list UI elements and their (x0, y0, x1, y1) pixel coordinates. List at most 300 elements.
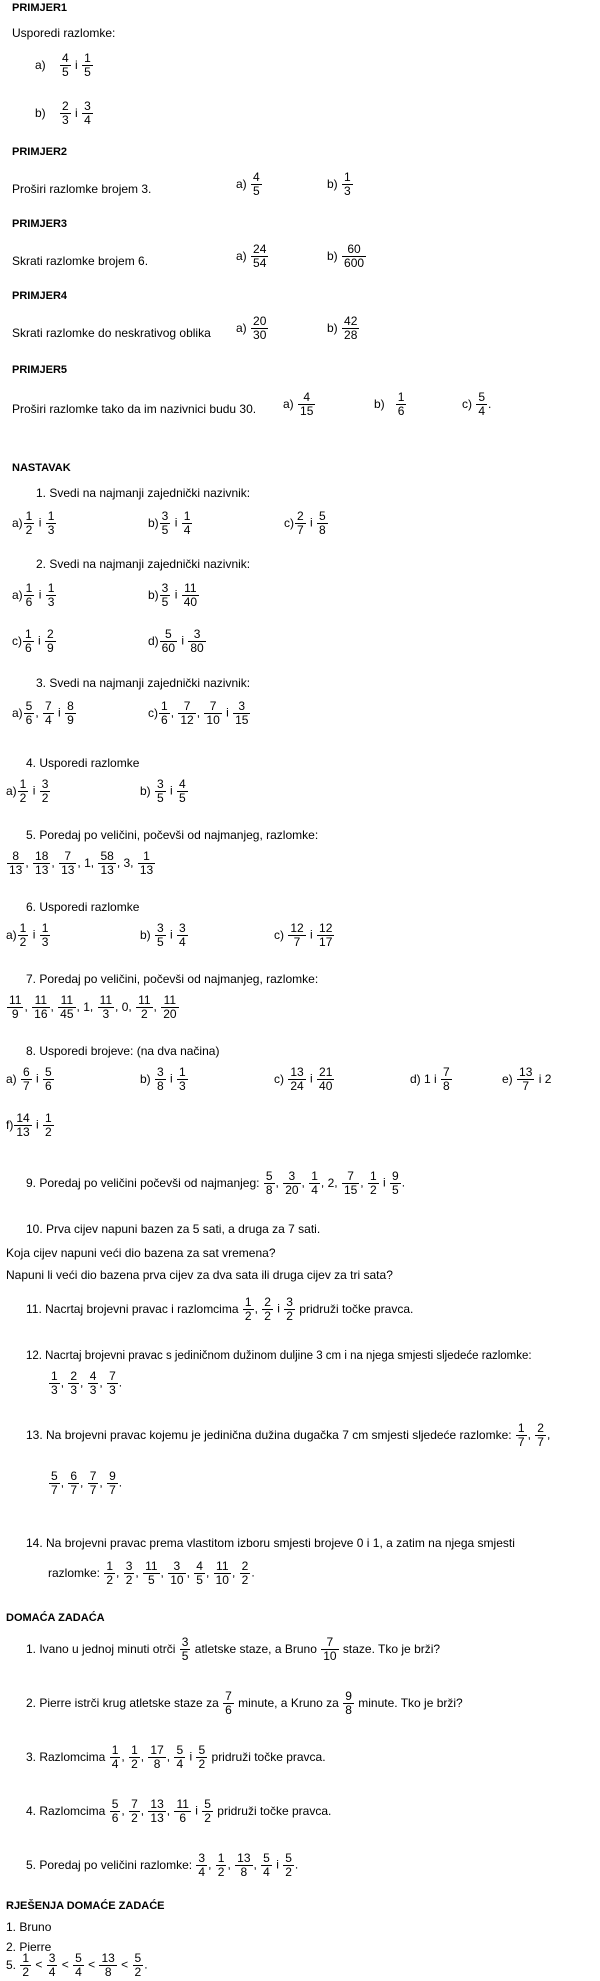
numerator: 7 (64, 849, 72, 863)
inline-text: minute. Tko je brži? (358, 1696, 463, 1711)
denominator: 30 (253, 327, 267, 342)
denominator: 2 (285, 1864, 292, 1879)
fraction (104, 1560, 115, 1586)
denominator: 3 (62, 112, 69, 127)
numerator: 5 (263, 1851, 270, 1865)
inline-text: 5. Poredaj po veličini razlomke: (26, 1858, 193, 1873)
fraction (342, 315, 359, 341)
denominator: 7 (288, 935, 305, 949)
primjer4-b (327, 315, 360, 341)
fraction (174, 1744, 185, 1770)
inline-text: 4. Razlomcima (26, 1804, 106, 1819)
primjer2-heading: PRIMJER2 (12, 146, 68, 158)
denominator: 2 (131, 1810, 138, 1825)
fraction (155, 778, 166, 804)
solution-1: 1. Bruno (6, 1920, 52, 1934)
denominator: 2 (369, 1182, 377, 1197)
task-1-c: c) $\frac{2}{7}$ i $\frac{5}{8}$ (284, 509, 326, 537)
denominator: 7 (23, 1078, 30, 1093)
inline-text: a) (283, 397, 294, 412)
primjer4-heading: PRIMJER4 (12, 290, 68, 302)
numerator: 2 (70, 1369, 78, 1383)
numerator: 60 (347, 242, 361, 256)
inline-text: 2 (327, 1176, 335, 1191)
inline-text: a) (12, 706, 23, 721)
rjesenja-heading: RJEŠENJA DOMAĆE ZADAĆE (6, 1900, 165, 1912)
denominator: 15 (235, 712, 249, 727)
inline-text: 11. Nacrtaj brojevni pravac i razlomcima (26, 1302, 239, 1317)
fraction (24, 510, 35, 536)
denominator: 2 (134, 1964, 142, 1979)
fraction (177, 1066, 188, 1092)
numerator: 20 (253, 314, 267, 328)
task-4: 4. Usporedi razlomke (26, 756, 140, 770)
fraction (43, 700, 54, 726)
inline-text: b) (327, 249, 338, 264)
denominator: 6 (25, 640, 32, 655)
fraction (235, 1852, 252, 1878)
denominator: 7 (517, 1434, 525, 1449)
denominator: 8 (345, 1702, 352, 1717)
denominator: 45 (60, 1006, 74, 1021)
numerator: 7 (45, 699, 52, 713)
inline-text: d) 1 i (410, 1072, 437, 1087)
fraction (516, 1422, 527, 1448)
fraction (59, 850, 76, 876)
numerator: 3 (288, 1169, 296, 1183)
denominator: 5 (179, 790, 186, 805)
denominator: 12 (180, 712, 194, 727)
fraction (136, 994, 152, 1020)
denominator: 2 (125, 1572, 133, 1587)
numerator: 11 (34, 993, 48, 1007)
fraction (88, 1470, 99, 1496)
task-8-c: c) $\frac{13}{24}$ i $\frac{21}{40}$ (274, 1065, 333, 1093)
numerator: 11 (9, 993, 22, 1007)
denominator: 24 (290, 1078, 304, 1093)
fraction (23, 628, 34, 654)
numerator: 1 (41, 921, 49, 935)
task-3-c: c) $\frac{1}{6}$ , $\frac{7}{12}$ , $\frac{7}{10}$ i $\frac{3}{15}$ (148, 699, 249, 727)
denominator: 6 (174, 1811, 190, 1825)
numerator: 13 (519, 1065, 533, 1079)
inline-text: c) (148, 706, 158, 721)
homework-4: 4. Razlomcima $\frac{5}{6}$ , $\frac{7}{2}$ , $\frac{13}{13}$ , $\frac{11}{6}$ i $\frac{5}{2}$ pridruži točke pravca. (26, 1797, 332, 1825)
primjer1-task: Usporedi razlomke: (12, 26, 116, 40)
numerator: 3 (181, 1635, 189, 1649)
inline-text: f) (6, 1118, 14, 1133)
fraction (14, 1112, 31, 1138)
fraction (251, 171, 262, 197)
denominator: 20 (163, 1006, 177, 1021)
numerator: 24 (253, 242, 267, 256)
primjer5-heading: PRIMJER5 (12, 364, 68, 376)
numerator: 7 (443, 1065, 450, 1079)
fraction (262, 1296, 273, 1322)
denominator: 2 (106, 1572, 114, 1587)
numerator: 5 (75, 1951, 82, 1965)
fraction (214, 1560, 231, 1586)
inline-text: 0 (121, 1000, 129, 1015)
fraction (196, 1744, 207, 1770)
denominator: 15 (343, 1182, 358, 1197)
task-2: 2. Svedi na najmanji zajednički nazivnik: (36, 557, 251, 571)
task-10: 10. Prva cijev napuni bazen za 5 sati, a druga za 7 sati. (26, 1222, 321, 1236)
fraction (18, 922, 29, 948)
denominator: 2 (241, 1572, 249, 1587)
denominator: 4 (45, 712, 52, 727)
denominator: 6 (25, 594, 33, 609)
primjer4-a (236, 315, 269, 341)
fraction (317, 922, 334, 948)
denominator: 7 (70, 1482, 78, 1497)
denominator: 80 (190, 640, 204, 655)
inline-text: 1 (83, 1000, 90, 1015)
nastavak-heading: NASTAVAK (12, 462, 71, 474)
fraction (342, 1170, 359, 1196)
task-10-q1: Koja cijev napuni veći dio bazena za sat vremena? (6, 1246, 276, 1260)
denominator: 3 (41, 934, 49, 949)
numerator: 1 (143, 849, 150, 863)
fraction (159, 700, 170, 726)
denominator: 28 (344, 327, 358, 342)
fraction (98, 850, 115, 876)
fraction (161, 994, 178, 1020)
inline-text: pridruži točke pravca. (217, 1804, 332, 1819)
denominator: 9 (67, 712, 74, 727)
denominator: 6 (45, 1078, 52, 1093)
numerator: 12 (290, 921, 304, 935)
numerator: 3 (198, 1851, 206, 1865)
denominator: 3 (51, 1382, 58, 1397)
denominator: 5 (157, 790, 164, 805)
task-2-c: c) $\frac{1}{6}$ i $\frac{2}{9}$ (12, 627, 54, 655)
task-8-b: b) $\frac{3}{8}$ i $\frac{1}{3}$ (140, 1065, 186, 1093)
numerator: 4 (253, 170, 260, 184)
fraction (321, 1636, 338, 1662)
fraction (133, 1952, 144, 1978)
numerator: 21 (319, 1065, 333, 1079)
inline-text: c) (284, 516, 294, 531)
denominator: 2 (204, 1810, 211, 1825)
numerator: 1 (183, 509, 191, 523)
inline-text: 3 (123, 856, 131, 871)
numerator: 5 (198, 1743, 206, 1757)
denominator: 5 (253, 183, 260, 198)
inline-text: c) (274, 928, 284, 943)
numerator: 12 (319, 921, 333, 935)
numerator: 11 (216, 1559, 229, 1573)
fraction (107, 1370, 118, 1396)
primjer4-task: Skrati razlomke do neskrativog oblika (12, 326, 211, 340)
task-8-a: a) $\frac{6}{7}$ i $\frac{5}{6}$ (6, 1065, 52, 1093)
fraction (295, 510, 306, 536)
fraction (283, 1170, 300, 1196)
denominator: 8 (157, 1078, 164, 1093)
fraction (284, 1296, 295, 1322)
numerator: 13 (237, 1851, 251, 1865)
numerator: 1 (161, 699, 168, 713)
inline-text: c) (462, 397, 472, 412)
numerator: 1 (217, 1851, 225, 1865)
fraction (202, 1798, 213, 1824)
fraction (233, 700, 250, 726)
numerator: 5 (45, 1065, 52, 1079)
fraction (368, 1170, 379, 1196)
denominator: 4 (478, 403, 486, 418)
inline-text: 9. Poredaj po veličini počevši od najmanjeg: (26, 1176, 260, 1191)
numerator: 5 (204, 1797, 211, 1811)
fraction (129, 1744, 140, 1770)
denominator: 9 (7, 1007, 23, 1021)
denominator: 10 (206, 712, 220, 727)
fraction (33, 850, 50, 876)
homework-2 (26, 1690, 463, 1716)
numerator: 1 (47, 509, 55, 523)
primjer3-task: Skrati razlomke brojem 6. (12, 254, 149, 268)
fraction (283, 1852, 294, 1878)
numerator: 11 (145, 1559, 158, 1573)
denominator: 6 (397, 403, 405, 418)
numerator: 7 (89, 1469, 97, 1483)
fraction (251, 243, 268, 269)
denominator: 5 (392, 1182, 399, 1197)
denominator: 8 (148, 1757, 165, 1771)
task-1-a: a) $\frac{1}{2}$ i $\frac{1}{3}$ (12, 509, 55, 537)
denominator: 8 (235, 1865, 252, 1879)
numerator: 4 (89, 1369, 97, 1383)
fraction (343, 1690, 354, 1716)
denominator: 2 (19, 934, 27, 949)
fraction (73, 1952, 84, 1978)
fraction (129, 1798, 140, 1824)
numerator: 2 (241, 1559, 249, 1573)
fraction (7, 994, 23, 1020)
denominator: 7 (89, 1482, 97, 1497)
task-11: 11. Nacrtaj brojevni pravac i razlomcima $\frac{1}{2}$ , $\frac{2}{2}$ i $\frac{3}{2}$ pridruži točke pravca. (26, 1295, 414, 1323)
numerator: 1 (369, 1169, 377, 1183)
fraction (342, 171, 353, 197)
numerator: 5 (51, 1469, 58, 1483)
solution-5: 5. $\frac{1}{2}$ < $\frac{3}{4}$ < $\frac{5}{4}$ < $\frac{13}{8}$ < $\frac{5}{2}$ . (6, 1951, 148, 1979)
fraction (177, 778, 188, 804)
numerator: 2 (537, 1421, 544, 1435)
denominator: 13 (100, 862, 114, 877)
denominator: 2 (264, 1308, 271, 1323)
inline-text: i (75, 58, 78, 73)
denominator: 10 (170, 1572, 184, 1587)
numerator: 17 (150, 1743, 164, 1757)
numerator: 7 (225, 1689, 232, 1703)
numerator: 1 (111, 1743, 119, 1757)
denominator: 2 (45, 1124, 52, 1139)
fraction (98, 994, 114, 1020)
numerator: 8 (12, 849, 20, 863)
denominator: 13 (16, 1124, 30, 1139)
fraction (46, 510, 57, 536)
numerator: 1 (397, 390, 405, 404)
denominator: 4 (111, 1756, 119, 1771)
numerator: 1 (311, 1169, 318, 1183)
primjer5-c (462, 391, 491, 417)
denominator: 3 (98, 1007, 114, 1021)
inline-text: . (488, 397, 492, 412)
denominator: 7 (109, 1482, 116, 1497)
numerator: 3 (238, 699, 246, 713)
homework-5: 5. Poredaj po veličini razlomke: $\frac{3}{4}$ , $\frac{1}{2}$ , $\frac{13}{8}$ , $\frac{5}{4}$ i $\frac{5}{2}$ . (26, 1851, 299, 1879)
numerator: 14 (16, 1111, 30, 1125)
fraction (390, 1170, 401, 1196)
numerator: 7 (326, 1635, 334, 1649)
inline-text: i (75, 106, 78, 121)
inline-text: a) (236, 321, 247, 336)
inline-text: a) (12, 516, 23, 531)
numerator: 1 (517, 1421, 525, 1435)
numerator: 3 (84, 99, 91, 113)
inline-text: e) (502, 1072, 513, 1087)
denominator: 17 (319, 934, 333, 949)
denominator: 3 (47, 594, 55, 609)
inline-text: a) (236, 249, 247, 264)
numerator: 3 (286, 1295, 293, 1309)
fraction (174, 1798, 190, 1824)
numerator: 58 (100, 849, 114, 863)
fraction (18, 778, 29, 804)
fraction (60, 52, 71, 78)
inline-text: b) (35, 106, 46, 121)
fraction (155, 1066, 166, 1092)
task-8-d (410, 1066, 453, 1092)
task-3: 3. Svedi na najmanji zajednički nazivnik: (36, 676, 251, 690)
numerator: 5 (165, 627, 172, 641)
inline-text: pridruži točke pravca. (211, 1750, 326, 1765)
solution-2: 2. Pierre (6, 1940, 52, 1954)
fraction (49, 1370, 60, 1396)
fraction (309, 1170, 320, 1196)
fraction (60, 100, 71, 126)
fraction (24, 582, 35, 608)
inline-text: a) (12, 588, 23, 603)
task-6-b: b) $\frac{3}{5}$ i $\frac{3}{4}$ (140, 921, 186, 949)
denominator: 4 (84, 112, 91, 127)
inline-text: a) (6, 784, 17, 799)
fraction (182, 510, 193, 536)
task-8-e (502, 1066, 551, 1092)
denominator: 7 (297, 522, 304, 537)
numerator: 3 (193, 627, 201, 641)
denominator: 4 (75, 1964, 82, 1979)
primjer5-task: Proširi razlomke tako da im nazivnici budu 30. (12, 402, 257, 416)
denominator: 8 (319, 522, 326, 537)
denominator: 5 (62, 64, 69, 79)
denominator: 6 (25, 712, 33, 727)
denominator: 4 (183, 522, 191, 537)
task-5: 5. Poredaj po veličini, počevši od najmanjeg, razlomke: (26, 828, 319, 842)
fraction (177, 922, 188, 948)
fraction (107, 1470, 118, 1496)
denominator: 4 (176, 1756, 184, 1771)
numerator: 1 (84, 51, 91, 65)
fraction (476, 391, 487, 417)
numerator: 1 (131, 1743, 138, 1757)
task-7-fractions: $\frac{11}{9}$ , $\frac{11}{16}$ , $\frac{11}{45}$ , 1, $\frac{11}{3}$ , 0, $\frac{11}{2}$ , $\frac{11}{20}$ (9, 993, 177, 1021)
denominator: 8 (265, 1182, 273, 1197)
numerator: 8 (67, 699, 74, 713)
inline-text: d) (148, 634, 159, 649)
denominator: 3 (47, 522, 55, 537)
denominator: 2 (244, 1308, 252, 1323)
inline-text: a) (35, 58, 46, 73)
fraction (178, 700, 195, 726)
numerator: 3 (179, 921, 186, 935)
denominator: 2 (41, 790, 49, 805)
fraction (99, 1952, 116, 1978)
inline-text: minute, a Kruno za (238, 1696, 339, 1711)
denominator: 60 (161, 640, 176, 655)
denominator: 2 (25, 522, 33, 537)
inline-text: pridruži točke pravca. (299, 1302, 414, 1317)
numerator: 1 (25, 581, 33, 595)
primjer2-a (236, 171, 263, 197)
fraction (148, 1798, 165, 1824)
primjer3-b (327, 243, 367, 269)
fraction (82, 52, 93, 78)
numerator: 13 (290, 1065, 304, 1079)
inline-text: b) (374, 397, 385, 412)
task-12: 12. Nacrtaj brojevni pravac s jediničnom dužinom duljine 3 cm i na njega smjesti sljedeće razlomke: (26, 1350, 532, 1362)
fraction (7, 850, 24, 876)
fraction (317, 510, 328, 536)
inline-text: atletske staze, a Bruno (194, 1642, 317, 1657)
fraction (196, 1852, 207, 1878)
inline-text: c) (274, 1072, 284, 1087)
denominator: 5 (157, 934, 164, 949)
homework-3: 3. Razlomcima $\frac{1}{4}$ , $\frac{1}{2}$ , $\frac{17}{8}$ , $\frac{5}{4}$ i $\frac{5}{2}$ pridruži točke pravca. (26, 1743, 326, 1771)
numerator: 11 (163, 993, 177, 1007)
denominator: 13 (61, 862, 75, 877)
denominator: 20 (285, 1182, 299, 1197)
denominator: 10 (323, 1648, 337, 1663)
numerator: 42 (344, 314, 358, 328)
denominator: 13 (35, 862, 49, 877)
fraction (148, 1744, 165, 1770)
task-4-a: a) $\frac{1}{2}$ i $\frac{3}{2}$ (6, 777, 49, 805)
fraction (204, 700, 221, 726)
denominator: 3 (109, 1382, 116, 1397)
fraction (240, 1560, 251, 1586)
denominator: 4 (263, 1864, 270, 1879)
fraction (68, 1470, 79, 1496)
inline-text: c) (12, 634, 22, 649)
numerator: 18 (35, 849, 49, 863)
fraction (396, 391, 407, 417)
task-3-a: a) $\frac{5}{6}$ , $\frac{7}{4}$ i $\frac{8}{9}$ (12, 699, 74, 727)
primjer5-b (374, 391, 407, 417)
fraction (24, 700, 35, 726)
task-1: 1. Svedi na najmanji zajednički nazivnik: (36, 486, 251, 500)
domaca-heading: DOMAĆA ZADAĆA (6, 1612, 105, 1624)
primjer3-a (236, 243, 269, 269)
inline-text: 5. (6, 1958, 17, 1973)
primjer3-heading: PRIMJER3 (12, 218, 68, 230)
numerator: 1 (244, 1295, 252, 1309)
fraction (110, 1744, 121, 1770)
numerator: 11 (99, 993, 113, 1007)
numerator: 6 (23, 1065, 30, 1079)
numerator: 11 (60, 993, 74, 1007)
numerator: 5 (478, 390, 486, 404)
denominator: 2 (131, 1756, 138, 1771)
